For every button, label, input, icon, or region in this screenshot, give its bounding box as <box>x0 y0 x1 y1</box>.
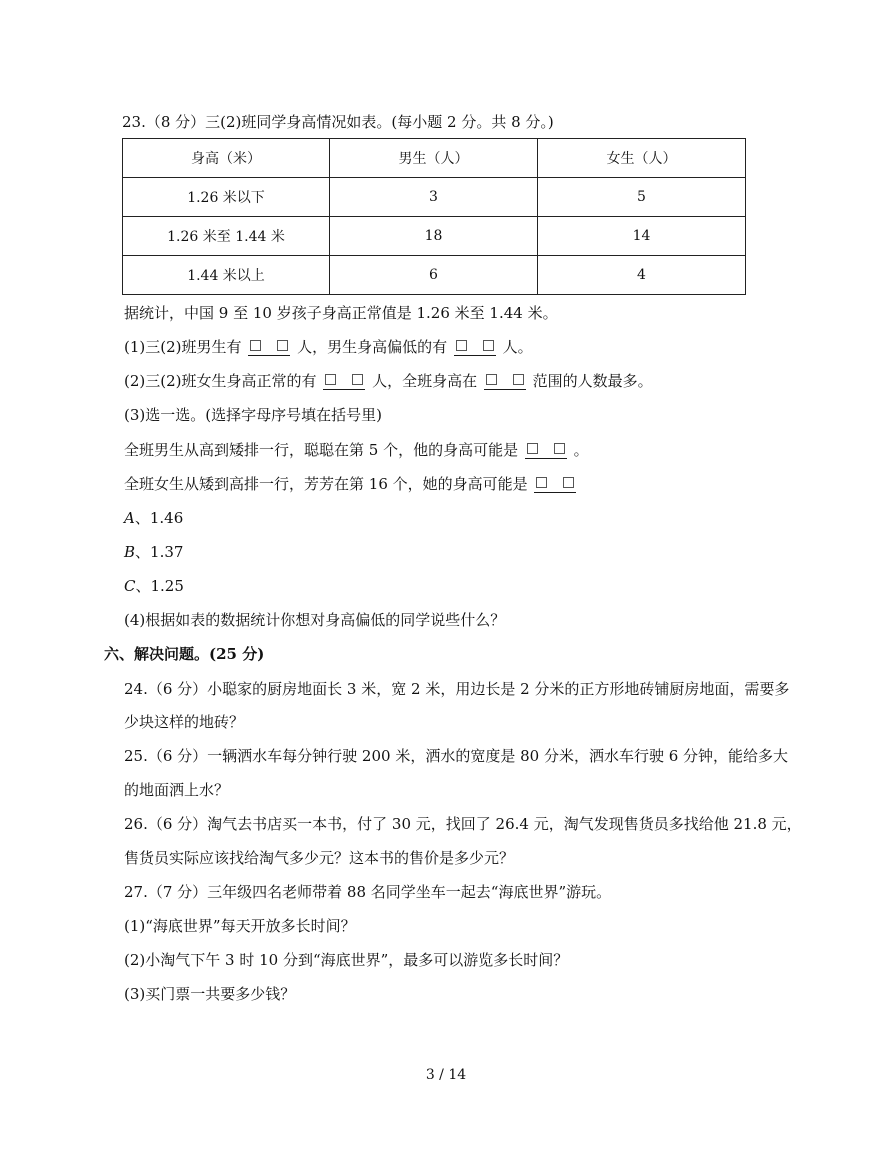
height-table <box>122 138 746 295</box>
answer-blank[interactable] <box>248 339 290 356</box>
table-cell: 1.26 米以下 <box>123 178 330 217</box>
option-b <box>124 542 183 562</box>
blank-box-icon <box>563 477 574 488</box>
option-text: 、1.25 <box>135 577 184 595</box>
q23-sub3-girls-text: 全班女生从矮到高排一行，芳芳在第 16 个，她的身高可能是 <box>124 475 528 493</box>
table-cell: 18 <box>330 217 538 256</box>
answer-blank[interactable] <box>525 442 567 459</box>
table-header-cell: 男生（人） <box>330 139 538 178</box>
option-text: 、1.37 <box>135 543 184 561</box>
blank-box-icon <box>352 374 363 385</box>
table-cell: 4 <box>538 256 746 295</box>
stat-note: 据统计，中国 9 至 10 岁孩子身高正常值是 1.26 米至 1.44 米。 <box>124 304 558 322</box>
page-total: 14 <box>448 1067 467 1083</box>
q26-line2: 售货员实际应该找给淘气多少元？这本书的售价是多少元？ <box>124 849 515 867</box>
q23-sub3: (3)选一选。(选择字母序号填在括号里) <box>124 406 382 424</box>
answer-blank[interactable] <box>454 339 496 356</box>
table-cell: 14 <box>538 217 746 256</box>
answer-blank[interactable] <box>484 373 526 390</box>
q23-sub3-boys <box>124 440 589 460</box>
blank-box-icon <box>277 340 288 351</box>
option-letter: A <box>124 509 135 527</box>
blank-box-icon <box>250 340 261 351</box>
answer-blank[interactable] <box>323 373 365 390</box>
q27-sub1: (1)“海底世界”每天开放多长时间？ <box>124 917 356 935</box>
q23-sub2-text: (2)三(2)班女生身高正常的有 <box>124 372 317 390</box>
table-cell: 3 <box>330 178 538 217</box>
q23-sub4: (4)根据如表的数据统计你想对身高偏低的同学说些什么？ <box>124 611 506 629</box>
table-header-cell: 身高（米） <box>123 139 330 178</box>
q23-sub1 <box>124 337 533 357</box>
option-text: 、1.46 <box>134 509 184 527</box>
q27-title: 27.（7 分）三年级四名老师带着 88 名同学坐车一起去“海底世界”游玩。 <box>124 883 612 901</box>
q24-line2: 少块这样的地砖？ <box>124 713 245 731</box>
blank-box-icon <box>456 340 467 351</box>
section-heading: 六、解决问题。(25 分) <box>104 645 265 663</box>
table-row <box>123 217 746 256</box>
page-number: 3 <box>425 1067 435 1083</box>
q23-sub1-text: (1)三(2)班男生有 <box>124 338 242 356</box>
table-row <box>123 178 746 217</box>
blank-box-icon <box>513 374 524 385</box>
page-footer <box>0 1067 892 1083</box>
q23-title: 23.（8 分）三(2)班同学身高情况如表。(每小题 2 分。共 8 分。) <box>122 113 554 131</box>
q23-sub1-text: 人。 <box>502 338 533 356</box>
blank-box-icon <box>483 340 494 351</box>
blank-box-icon <box>325 374 336 385</box>
q23-sub3-boys-text: 。 <box>573 441 589 459</box>
table-header-row <box>123 139 746 178</box>
q23-sub3-boys-text: 全班男生从高到矮排一行，聪聪在第 5 个，他的身高可能是 <box>124 441 519 459</box>
blank-box-icon <box>536 477 547 488</box>
q25-line1: 25.（6 分）一辆洒水车每分钟行驶 200 米，洒水的宽度是 80 分米，洒水车行驶 6 分钟，能给多大 <box>124 747 789 765</box>
blank-box-icon <box>554 443 565 454</box>
answer-blank[interactable] <box>534 476 576 493</box>
table-cell: 1.44 米以上 <box>123 256 330 295</box>
q26-line1: 26.（6 分）淘气去书店买一本书，付了 30 元，找回了 26.4 元，淘气发现售货员多找给他 21.8 元， <box>124 815 802 833</box>
table-cell: 5 <box>538 178 746 217</box>
blank-box-icon <box>486 374 497 385</box>
q23-sub3-girls <box>124 474 578 494</box>
q25-line2: 的地面洒上水？ <box>124 781 230 799</box>
table-row <box>123 256 746 295</box>
q23-sub1-text: 人，男生身高偏低的有 <box>297 338 448 356</box>
page-separator: / <box>434 1067 449 1083</box>
option-a <box>124 508 183 528</box>
option-c <box>124 576 184 596</box>
q24-line1: 24.（6 分）小聪家的厨房地面长 3 米，宽 2 米，用边长是 2 分米的正方形地砖铺厨房地面，需要多 <box>124 680 790 698</box>
option-letter: C <box>124 577 136 595</box>
table-header-cell: 女生（人） <box>538 139 746 178</box>
q23-sub2-text: 范围的人数最多。 <box>532 372 653 390</box>
q23-sub2-text: 人，全班身高在 <box>372 372 478 390</box>
blank-box-icon <box>527 443 538 454</box>
table-cell: 6 <box>330 256 538 295</box>
q27-sub2: (2)小淘气下午 3 时 10 分到“海底世界”，最多可以游览多长时间？ <box>124 951 569 969</box>
q27-sub3: (3)买门票一共要多少钱？ <box>124 985 296 1003</box>
option-letter: B <box>124 543 136 561</box>
q23-sub2 <box>124 371 653 391</box>
table-cell: 1.26 米至 1.44 米 <box>123 217 330 256</box>
